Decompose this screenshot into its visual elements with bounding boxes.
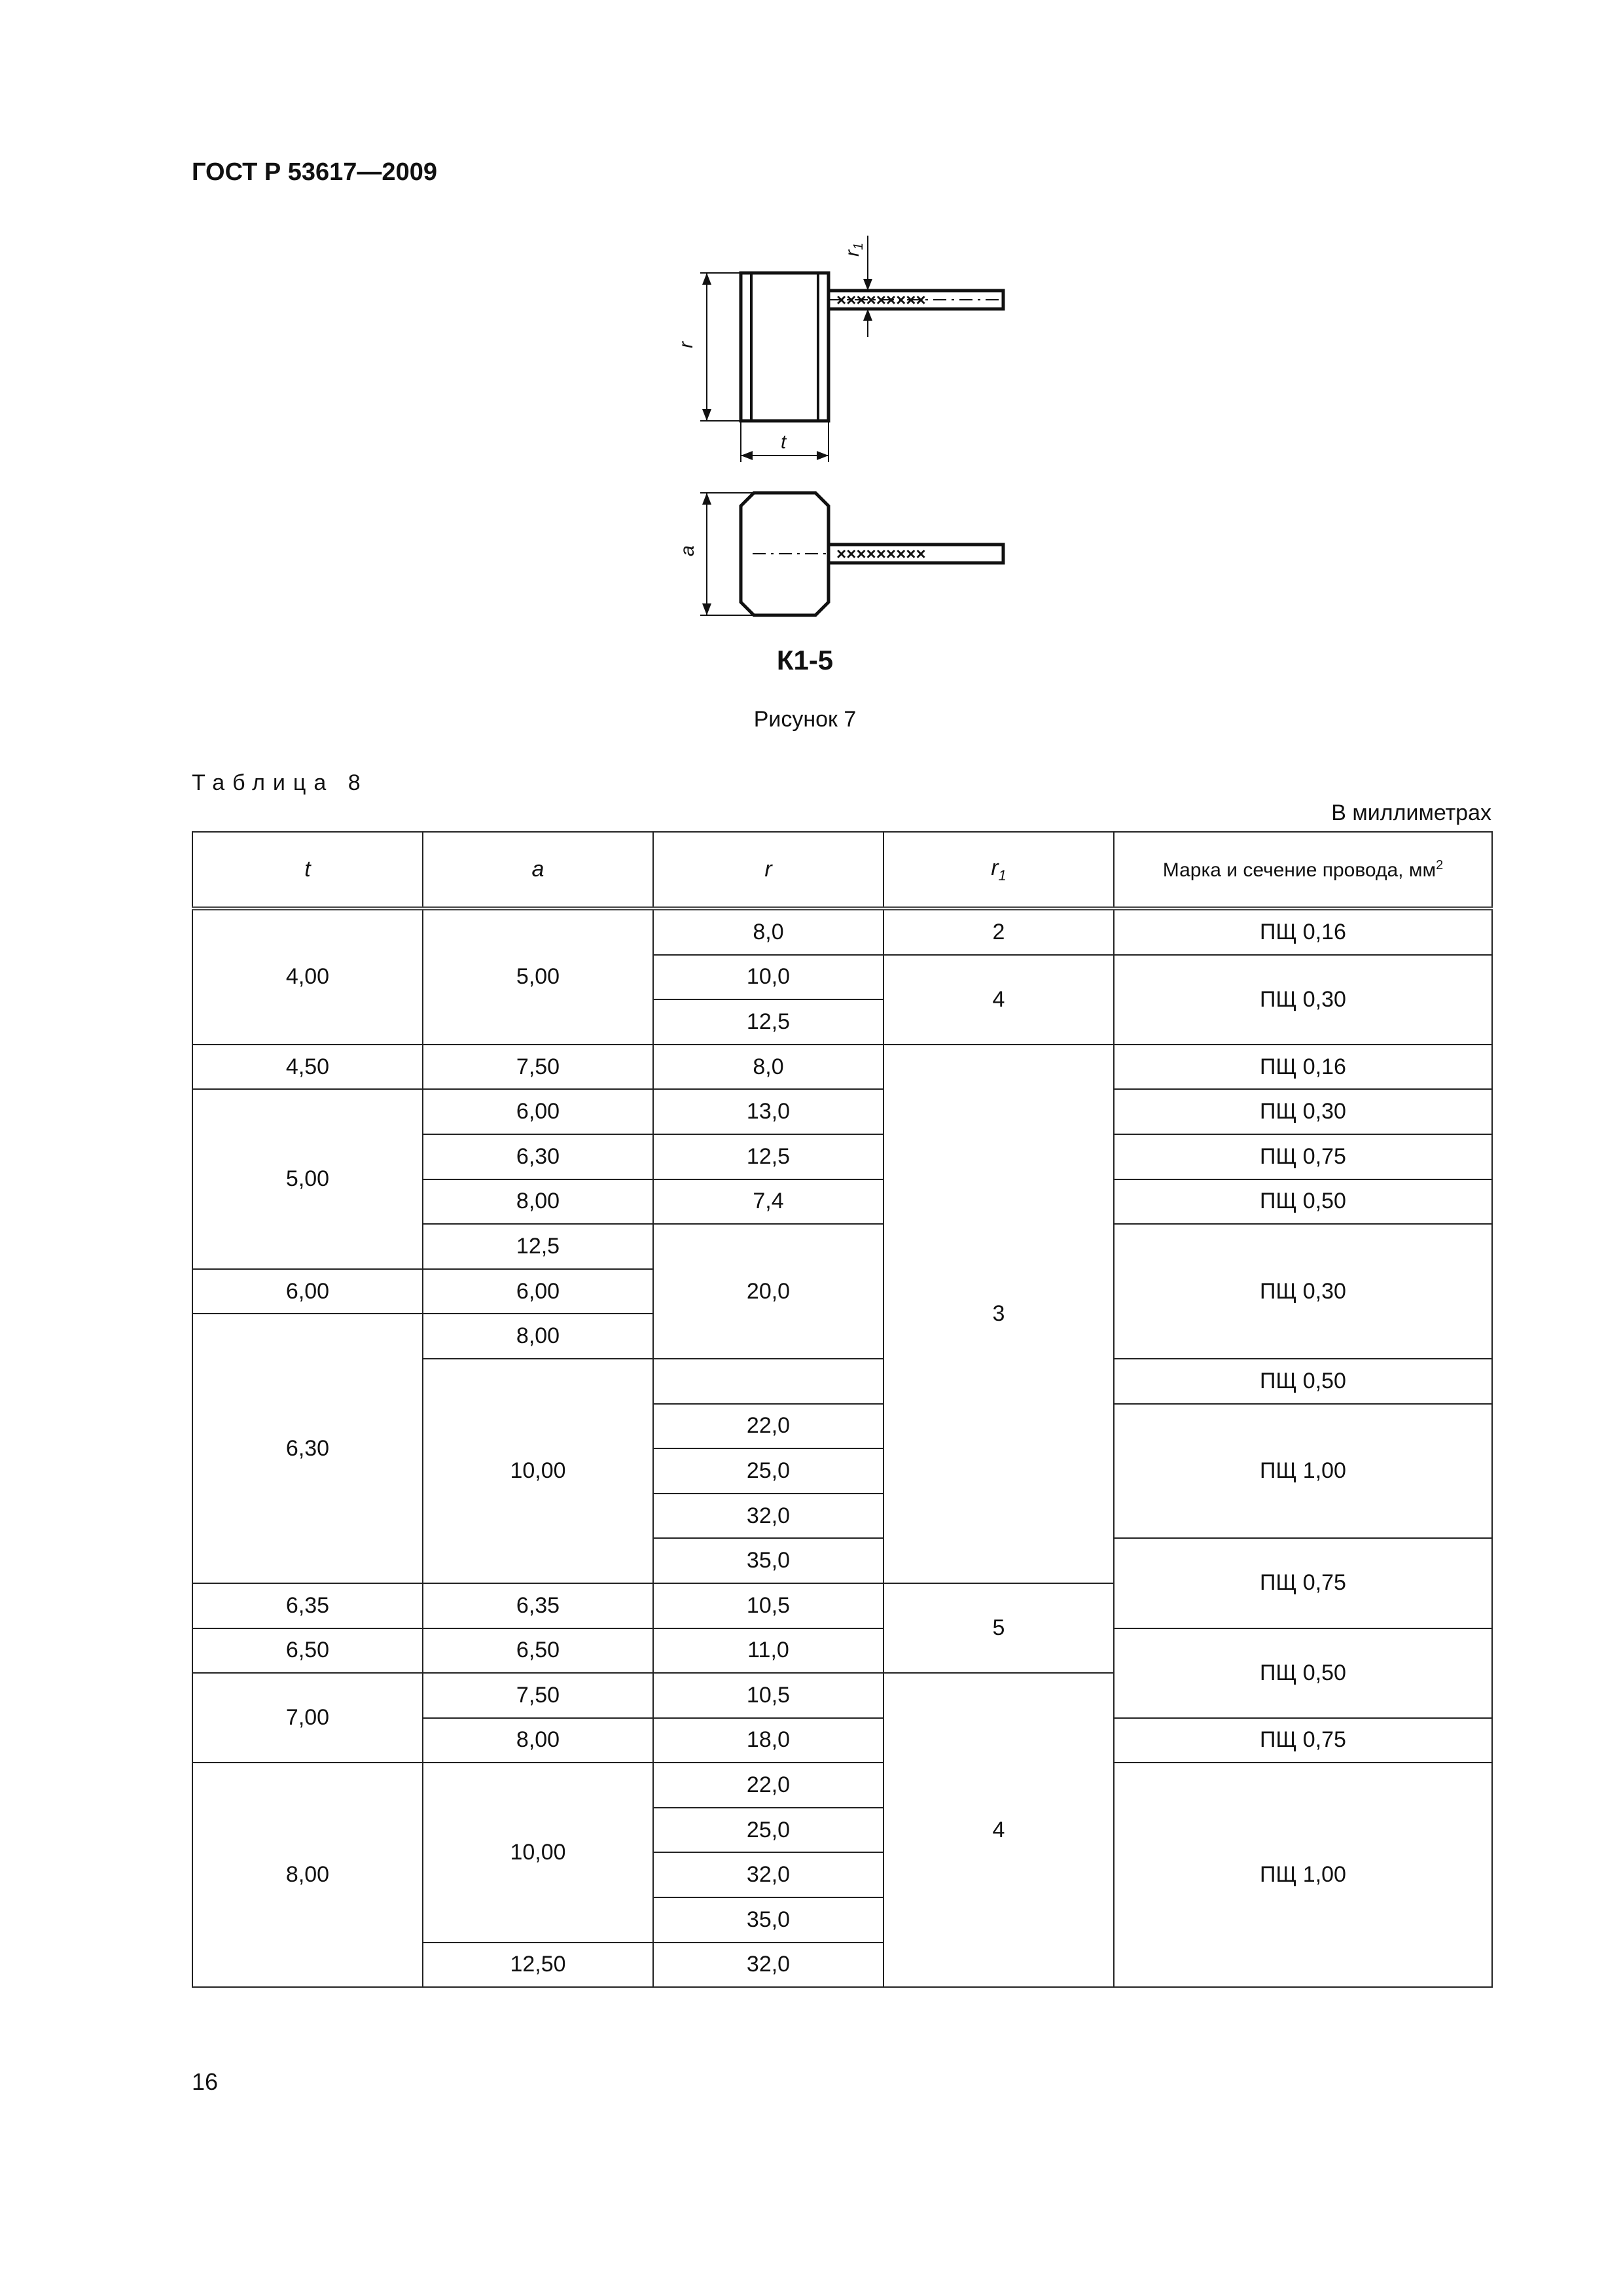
cell-wire: ПЩ 0,30 [1114, 1224, 1492, 1359]
cell-wire: ПЩ 0,75 [1114, 1538, 1492, 1628]
cell-r: 32,0 [653, 1943, 883, 1988]
cell-a: 8,00 [423, 1179, 653, 1225]
cell-r: 7,4 [653, 1179, 883, 1225]
page-number: 16 [192, 2068, 219, 2095]
col-header-r1: $r_1$ [883, 832, 1114, 908]
col-header-a: a [423, 832, 653, 908]
label-r: r [675, 342, 697, 348]
cell-t: 5,00 [192, 1089, 423, 1268]
cell-r: 10,5 [653, 1673, 883, 1718]
data-table [192, 831, 1491, 2034]
cell-r [653, 1359, 883, 1404]
cell-t: 6,00 [192, 1269, 423, 1314]
cell-r1: 5 [883, 1583, 1114, 1673]
figure-caption: Рисунок 7 [753, 707, 857, 732]
cell-r: 12,5 [653, 1134, 883, 1179]
cell-r: 8,0 [653, 1045, 883, 1090]
cell-a: 8,00 [423, 1314, 653, 1359]
cell-r1: 4 [883, 1673, 1114, 1987]
cell-t: 4,50 [192, 1045, 423, 1090]
table-caption: Таблица 8 [192, 770, 368, 795]
table-row [192, 908, 1492, 955]
cell-wire: ПЩ 0,75 [1114, 1134, 1492, 1179]
table-row [192, 1628, 1492, 1674]
label-t: t [781, 431, 787, 453]
cell-r: 25,0 [653, 1448, 883, 1494]
cell-t: 8,00 [192, 1763, 423, 1987]
cell-r: 13,0 [653, 1089, 883, 1134]
cell-wire: ПЩ 0,16 [1114, 908, 1492, 955]
cell-a: 10,00 [423, 1763, 653, 1942]
svg-text:×××××××××: ××××××××× [836, 544, 926, 564]
cell-wire: ПЩ 0,30 [1114, 955, 1492, 1045]
cell-a: 6,00 [423, 1269, 653, 1314]
col-header-r: r [653, 832, 883, 908]
cell-r: 18,0 [653, 1718, 883, 1763]
cell-wire: ПЩ 0,50 [1114, 1628, 1492, 1718]
cell-r1: 3 [883, 1045, 1114, 1583]
cell-a: 6,50 [423, 1628, 653, 1674]
cell-r: 12,5 [653, 999, 883, 1045]
figure-drawing [654, 209, 1047, 635]
cell-r: 35,0 [653, 1897, 883, 1943]
cell-a: 10,00 [423, 1359, 653, 1583]
label-a: a [677, 545, 698, 556]
col-header-wire: Марка и сечение провода, $мм^2$ [1114, 832, 1492, 908]
cell-r: 11,0 [653, 1628, 883, 1674]
cell-r: 32,0 [653, 1852, 883, 1897]
cell-r: 20,0 [653, 1224, 883, 1359]
cell-wire: ПЩ 1,00 [1114, 1404, 1492, 1539]
cell-t: 7,00 [192, 1673, 423, 1763]
cell-a: 8,00 [423, 1718, 653, 1763]
cell-a: 12,5 [423, 1224, 653, 1269]
body-side-view [741, 273, 829, 421]
cell-r: 10,0 [653, 955, 883, 1000]
cell-a: 5,00 [423, 908, 653, 1045]
col-header-t: t [192, 832, 423, 908]
table-row [192, 1763, 1492, 1808]
cell-a: 7,50 [423, 1673, 653, 1718]
cell-t: 6,30 [192, 1314, 423, 1583]
cell-r: 10,5 [653, 1583, 883, 1628]
label-r1: $r_1$ [842, 242, 866, 257]
cell-wire: ПЩ 0,75 [1114, 1718, 1492, 1763]
table-units: В миллиметрах [1331, 800, 1491, 825]
cell-r: 35,0 [653, 1538, 883, 1583]
cell-wire: ПЩ 0,50 [1114, 1359, 1492, 1404]
cell-r: 25,0 [653, 1808, 883, 1853]
cell-wire: ПЩ 0,30 [1114, 1089, 1492, 1134]
cell-wire: ПЩ 0,50 [1114, 1179, 1492, 1225]
cell-r: 8,0 [653, 908, 883, 955]
cell-r1: 4 [883, 955, 1114, 1045]
cell-a: 6,00 [423, 1089, 653, 1134]
document-code: ГОСТ Р 53617—2009 [192, 158, 437, 186]
table-header-row [192, 832, 1492, 908]
cell-r: 22,0 [653, 1763, 883, 1808]
cell-a: 7,50 [423, 1045, 653, 1090]
figure-type-label: К1-5 [776, 645, 834, 675]
cell-t: 6,50 [192, 1628, 423, 1674]
cell-a: 6,35 [423, 1583, 653, 1628]
cell-r1: 2 [883, 908, 1114, 955]
cell-wire: ПЩ 1,00 [1114, 1763, 1492, 1987]
cell-a: 12,50 [423, 1943, 653, 1988]
cell-t: 4,00 [192, 908, 423, 1045]
cell-r: 32,0 [653, 1494, 883, 1539]
cell-r: 22,0 [653, 1404, 883, 1449]
table-row [192, 1089, 1492, 1134]
table-row [192, 1045, 1492, 1090]
cell-a: 6,30 [423, 1134, 653, 1179]
cell-wire: ПЩ 0,16 [1114, 1045, 1492, 1090]
cell-t: 6,35 [192, 1583, 423, 1628]
svg-text:×××××××××: ××××××××× [836, 290, 926, 310]
